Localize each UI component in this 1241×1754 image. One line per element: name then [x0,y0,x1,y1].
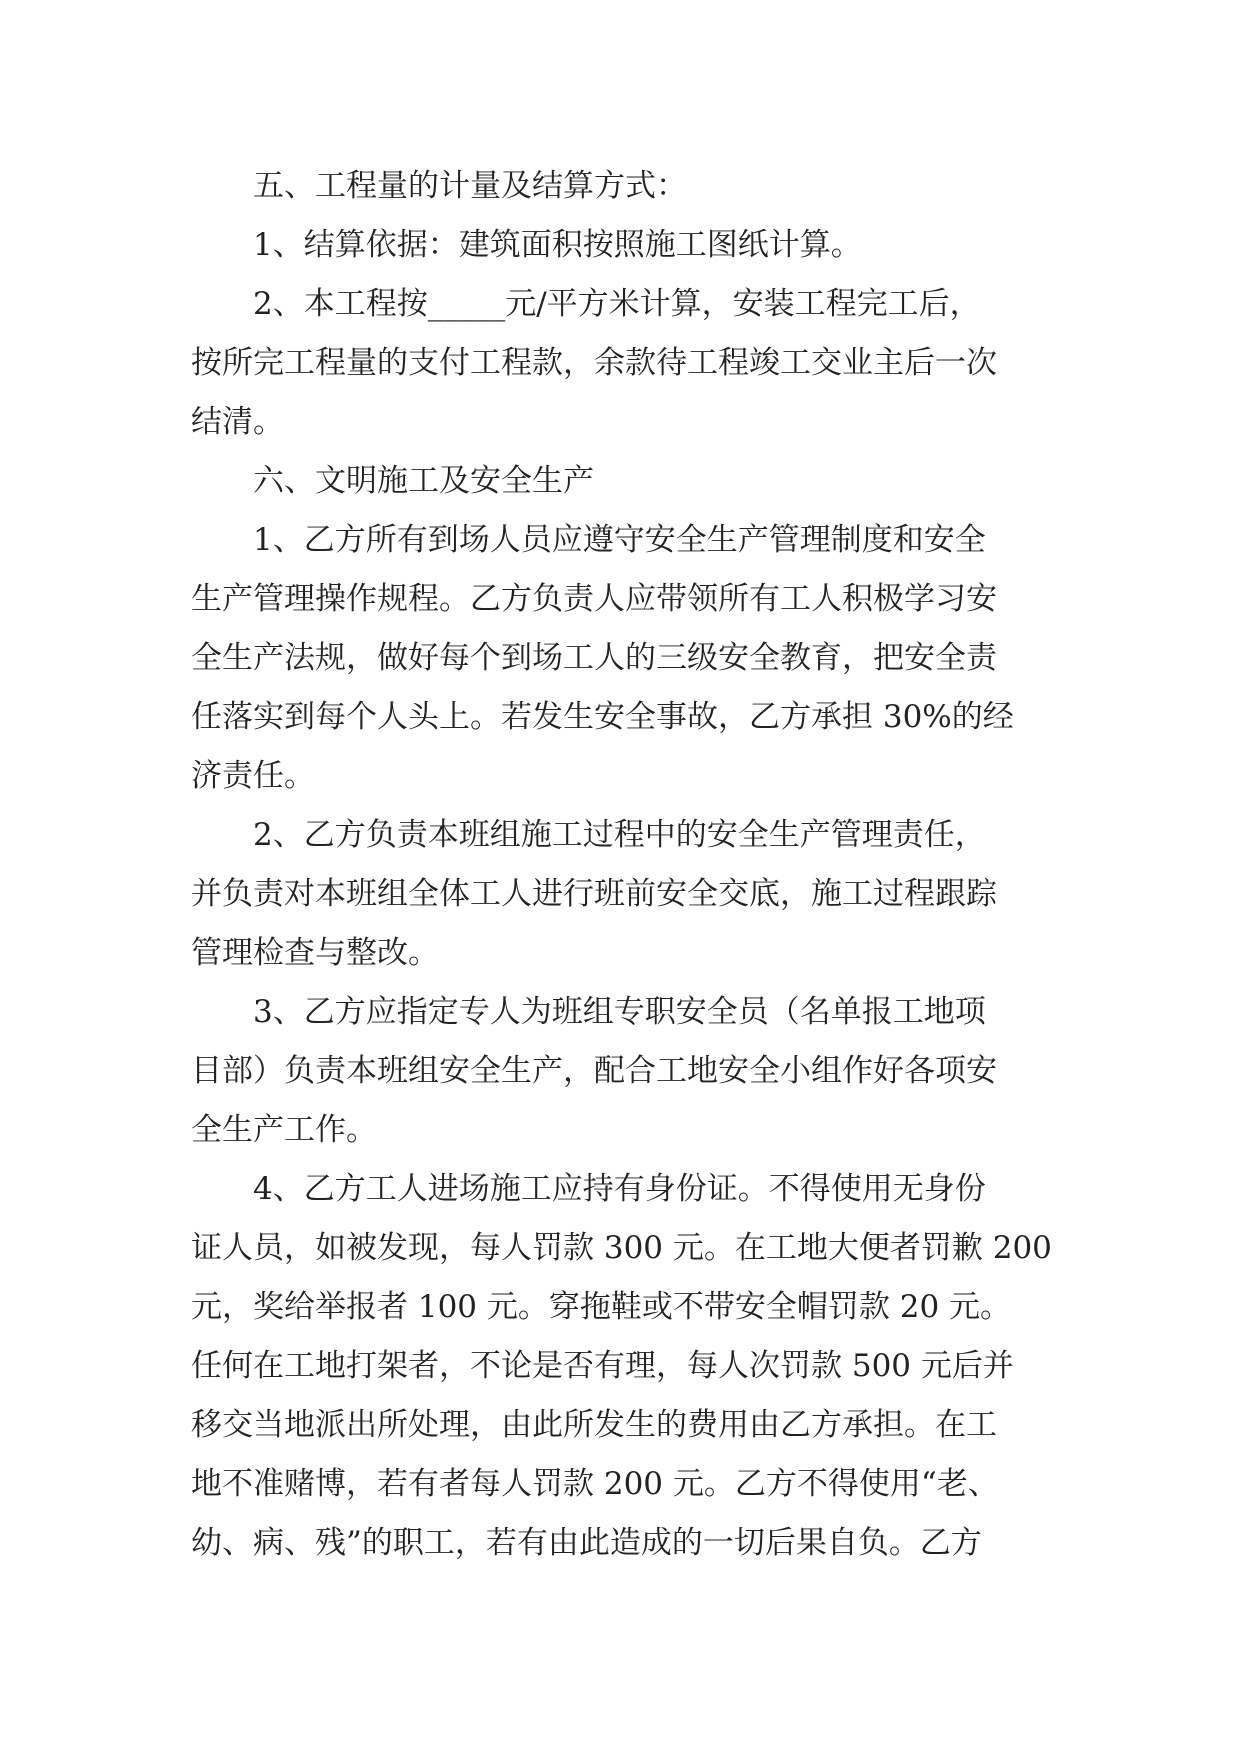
paragraph-line: 幼、病、残”的职工，若有由此造成的一切后果自负。乙方 [191,1525,982,1561]
paragraph-line: 4、乙方工人进场施工应持有身份证。不得使用无身份 [253,1171,986,1207]
section-heading: 五、工程量的计量及结算方式： [253,168,687,204]
paragraph-line: 任落实到每个人头上。若发生安全事故，乙方承担 30%的经 [191,699,1014,735]
paragraph-line: 全生产工作。 [191,1112,377,1148]
paragraph-line: 结清。 [191,404,284,440]
paragraph-line: 1、结算依据：建筑面积按照施工图纸计算。 [253,227,862,263]
paragraph-line: 全生产法规，做好每个到场工人的三级安全教育，把安全责 [191,640,997,676]
paragraph-line: 3、乙方应指定专人为班组专职安全员（名单报工地项 [253,994,986,1030]
paragraph-line: 地不准赌博，若有者每人罚款 200 元。乙方不得使用“老、 [191,1466,999,1502]
paragraph-line: 2、乙方负责本班组施工过程中的安全生产管理责任， [253,817,986,853]
paragraph-line: 目部）负责本班组安全生产，配合工地安全小组作好各项安 [191,1053,997,1089]
paragraph-line: 生产管理操作规程。乙方负责人应带领所有工人积极学习安 [191,581,997,617]
paragraph-line: 并负责对本班组全体工人进行班前安全交底，施工过程跟踪 [191,876,997,912]
paragraph-line: 按所完工程量的支付工程款，余款待工程竣工交业主后一次 [191,345,997,381]
paragraph-line: 元，奖给举报者 100 元。穿拖鞋或不带安全帽罚款 20 元。 [191,1289,1012,1325]
paragraph-line: 济责任。 [191,758,315,794]
paragraph-line: 移交当地派出所处理，由此所发生的费用由乙方承担。在工 [191,1407,997,1443]
paragraph-line: 任何在工地打架者，不论是否有理，每人次罚款 500 元后并 [191,1348,1014,1384]
paragraph-line: 2、本工程按_____元/平方米计算，安装工程完工后， [253,286,981,322]
section-heading: 六、文明施工及安全生产 [253,463,594,499]
paragraph-line: 管理检查与整改。 [191,935,439,971]
paragraph-line: 1、乙方所有到场人员应遵守安全生产管理制度和安全 [253,522,986,558]
paragraph-line: 证人员，如被发现，每人罚款 300 元。在工地大便者罚歉 200 [191,1230,1052,1266]
